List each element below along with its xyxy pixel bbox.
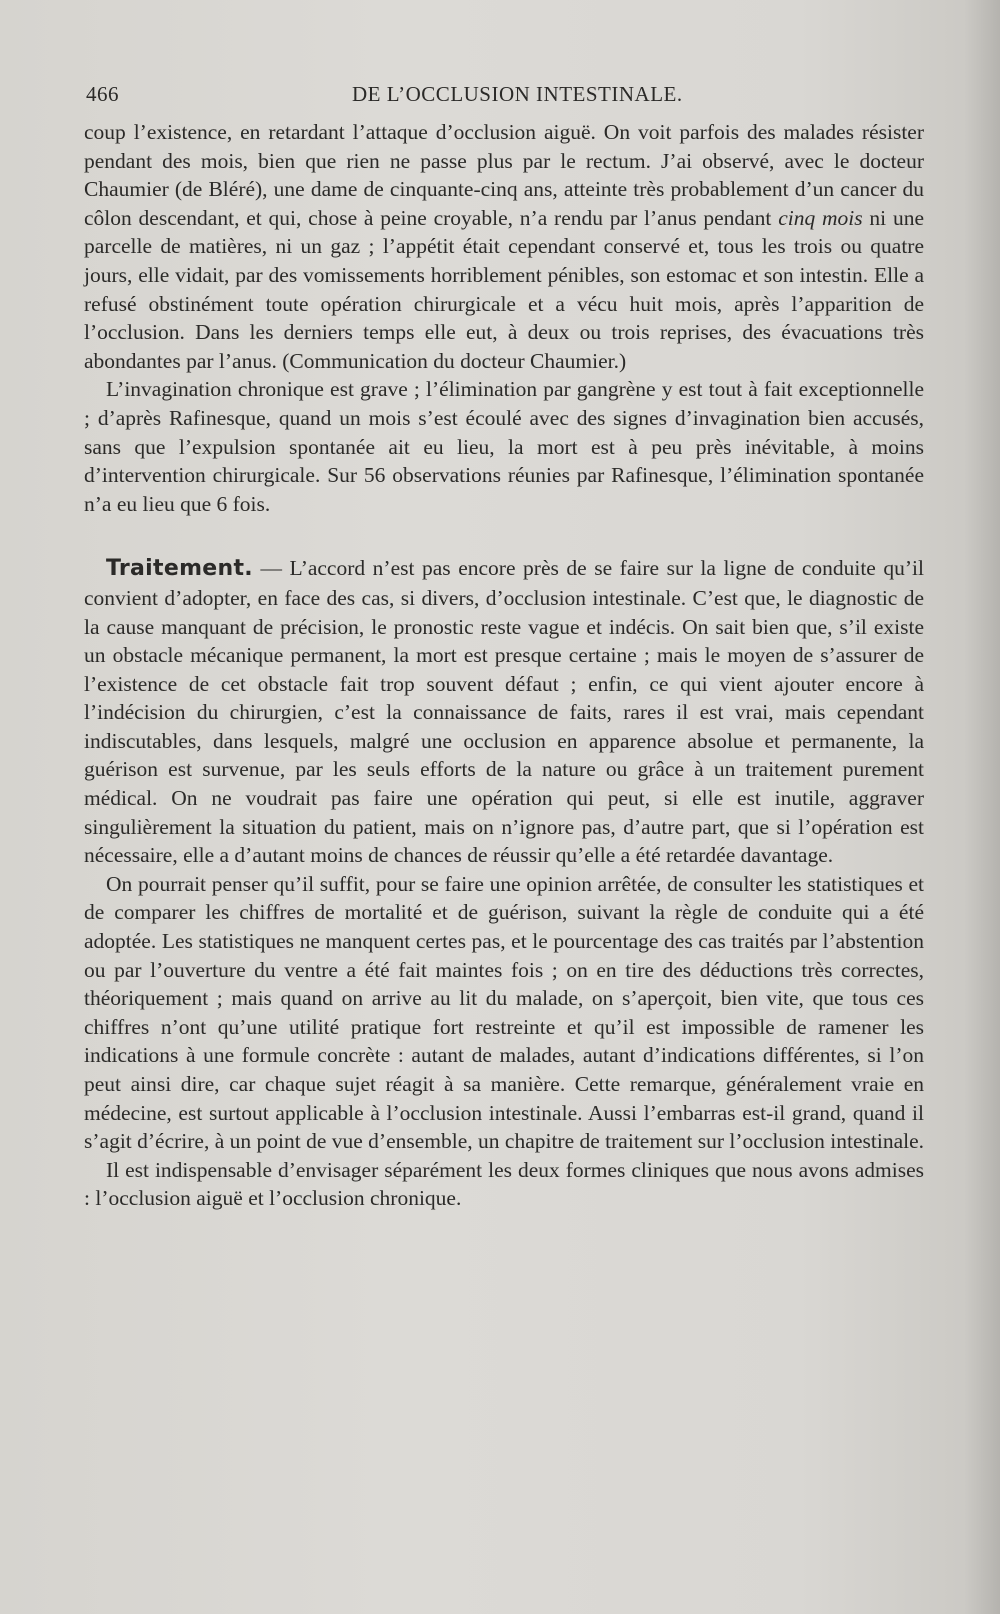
section-lead-text: — L’accord n’est pas encore près de se faire sur la ligne de conduite qu’il convient d’adopter, en face des cas, si divers, d’occlusion intestinale. C’est que, le diagnostic de la cause manquant de précision, le pronostic reste vague et indécis. On sait bien que, s’il existe un obstacle mécanique permanent, la mort est presque certaine ; mais le moyen de s’assurer de l’existence de cet obstacle fait trop souvent défaut ; enfin, ce qui vient ajouter encore à l’indécision du chirurgien, c’est la connaissance de faits, rares il est vrai, mais cependant indiscutables, dans lesquels, malgré une occlusion en apparence absolue et permanente, la guérison est survenue, par les seuls efforts de la nature ou grâce à un traitement purement médical. On ne voudrait pas faire une opération qui peut, si elle est inutile, aggraver singulièrement la situation du patient, mais on n’ignore pas, d’autre part, que si l’opération est nécessaire, elle a d’autant moins de chances de réussir qu’elle a été retardée davantage.	[84, 556, 924, 868]
paragraph-invagination: L’invagination chronique est grave ; l’élimination par gangrène y est tout à fait exceptionnelle ; d’après Rafinesque, quand un mois s’est écoulé avec des signes d’invagination bien accusés, sans que l’expulsion spontanée ait eu lieu, la mort est à peu près inévitable, à moins d’intervention chirurgicale. Sur 56 observations réunies par Rafinesque, l’élimination spontanée n’a eu lieu que 6 fois.	[84, 377, 924, 516]
paragraph-text: coup l’existence, en retardant l’attaque d’occlusion aiguë. On voit parfois des malades résister pendant des mois, bien que rien ne passe plus par le rectum. J’ai observé, avec le docteur Chaumier (de Bléré), une dame de cinquante-cinq ans, atteinte très probablement d’un cancer du côlon descendant, et qui, chose à peine croyable, n’a rendu par l’anus pendant	[84, 120, 924, 230]
section-heading: Traitement.	[106, 556, 253, 582]
paragraph-traitement	[84, 554, 924, 870]
page-number: 466	[86, 82, 119, 106]
paragraph-statistiques: On pourrait penser qu’il suffit, pour se faire une opinion arrêtée, de consulter les statistiques et de comparer les chiffres de mortalité et de guérison, suivant la règle de conduite qui a été adoptée. Les statistiques ne manquent certes pas, et le pourcentage des cas traités par l’abstention ou par l’ouverture du ventre a été fait maintes fois ; on en tire des déductions très correctes, théoriquement ; mais quand on arrive au lit du malade, on s’aperçoit, bien vite, que tous ces chiffres n’ont qu’une utilité pratique fort restreinte et qu’il est impossible de ramener les indications à une formule concrète : autant de malades, autant d’indications différentes, si l’on peut ainsi dire, car chaque sujet réagit à sa manière. Cette remarque, généralement vraie en médecine, est surtout applicable à l’occlusion intestinale. Aussi l’embarras est-il grand, quand il s’agit d’écrire, à un point de vue d’ensemble, un chapitre de traitement sur l’occlusion intestinale.	[84, 871, 925, 1154]
section-spacer	[84, 518, 924, 554]
body-text	[84, 118, 924, 1213]
paragraph-text-after: ni une parcelle de matières, ni un gaz ; l’appétit était cependant conservé et, tous les trois ou quatre jours, elle vidait, par des vomissements horriblement pénibles, son estomac et son intestin. Elle a refusé obstinément toute opération chirurgicale et a vécu huit mois, après l’apparition de l’occlusion. Dans les derniers temps elle eut, à deux ou trois reprises, des évacuations très abondantes par l’anus. (Communication du docteur Chaumier.)	[84, 205, 924, 373]
paragraph-formes-cliniques: Il est indispensable d’envisager séparément les deux formes cliniques que nous avons admises : l’occlusion aiguë et l’occlusion chronique.	[84, 1157, 924, 1211]
paragraph-continuation	[84, 118, 924, 375]
emphasis-text: cinq mois	[778, 205, 863, 230]
page-edge-shadow	[964, 0, 1000, 1614]
running-title: DE L’OCCLUSION INTESTINALE.	[352, 82, 683, 106]
page-header	[86, 82, 916, 112]
